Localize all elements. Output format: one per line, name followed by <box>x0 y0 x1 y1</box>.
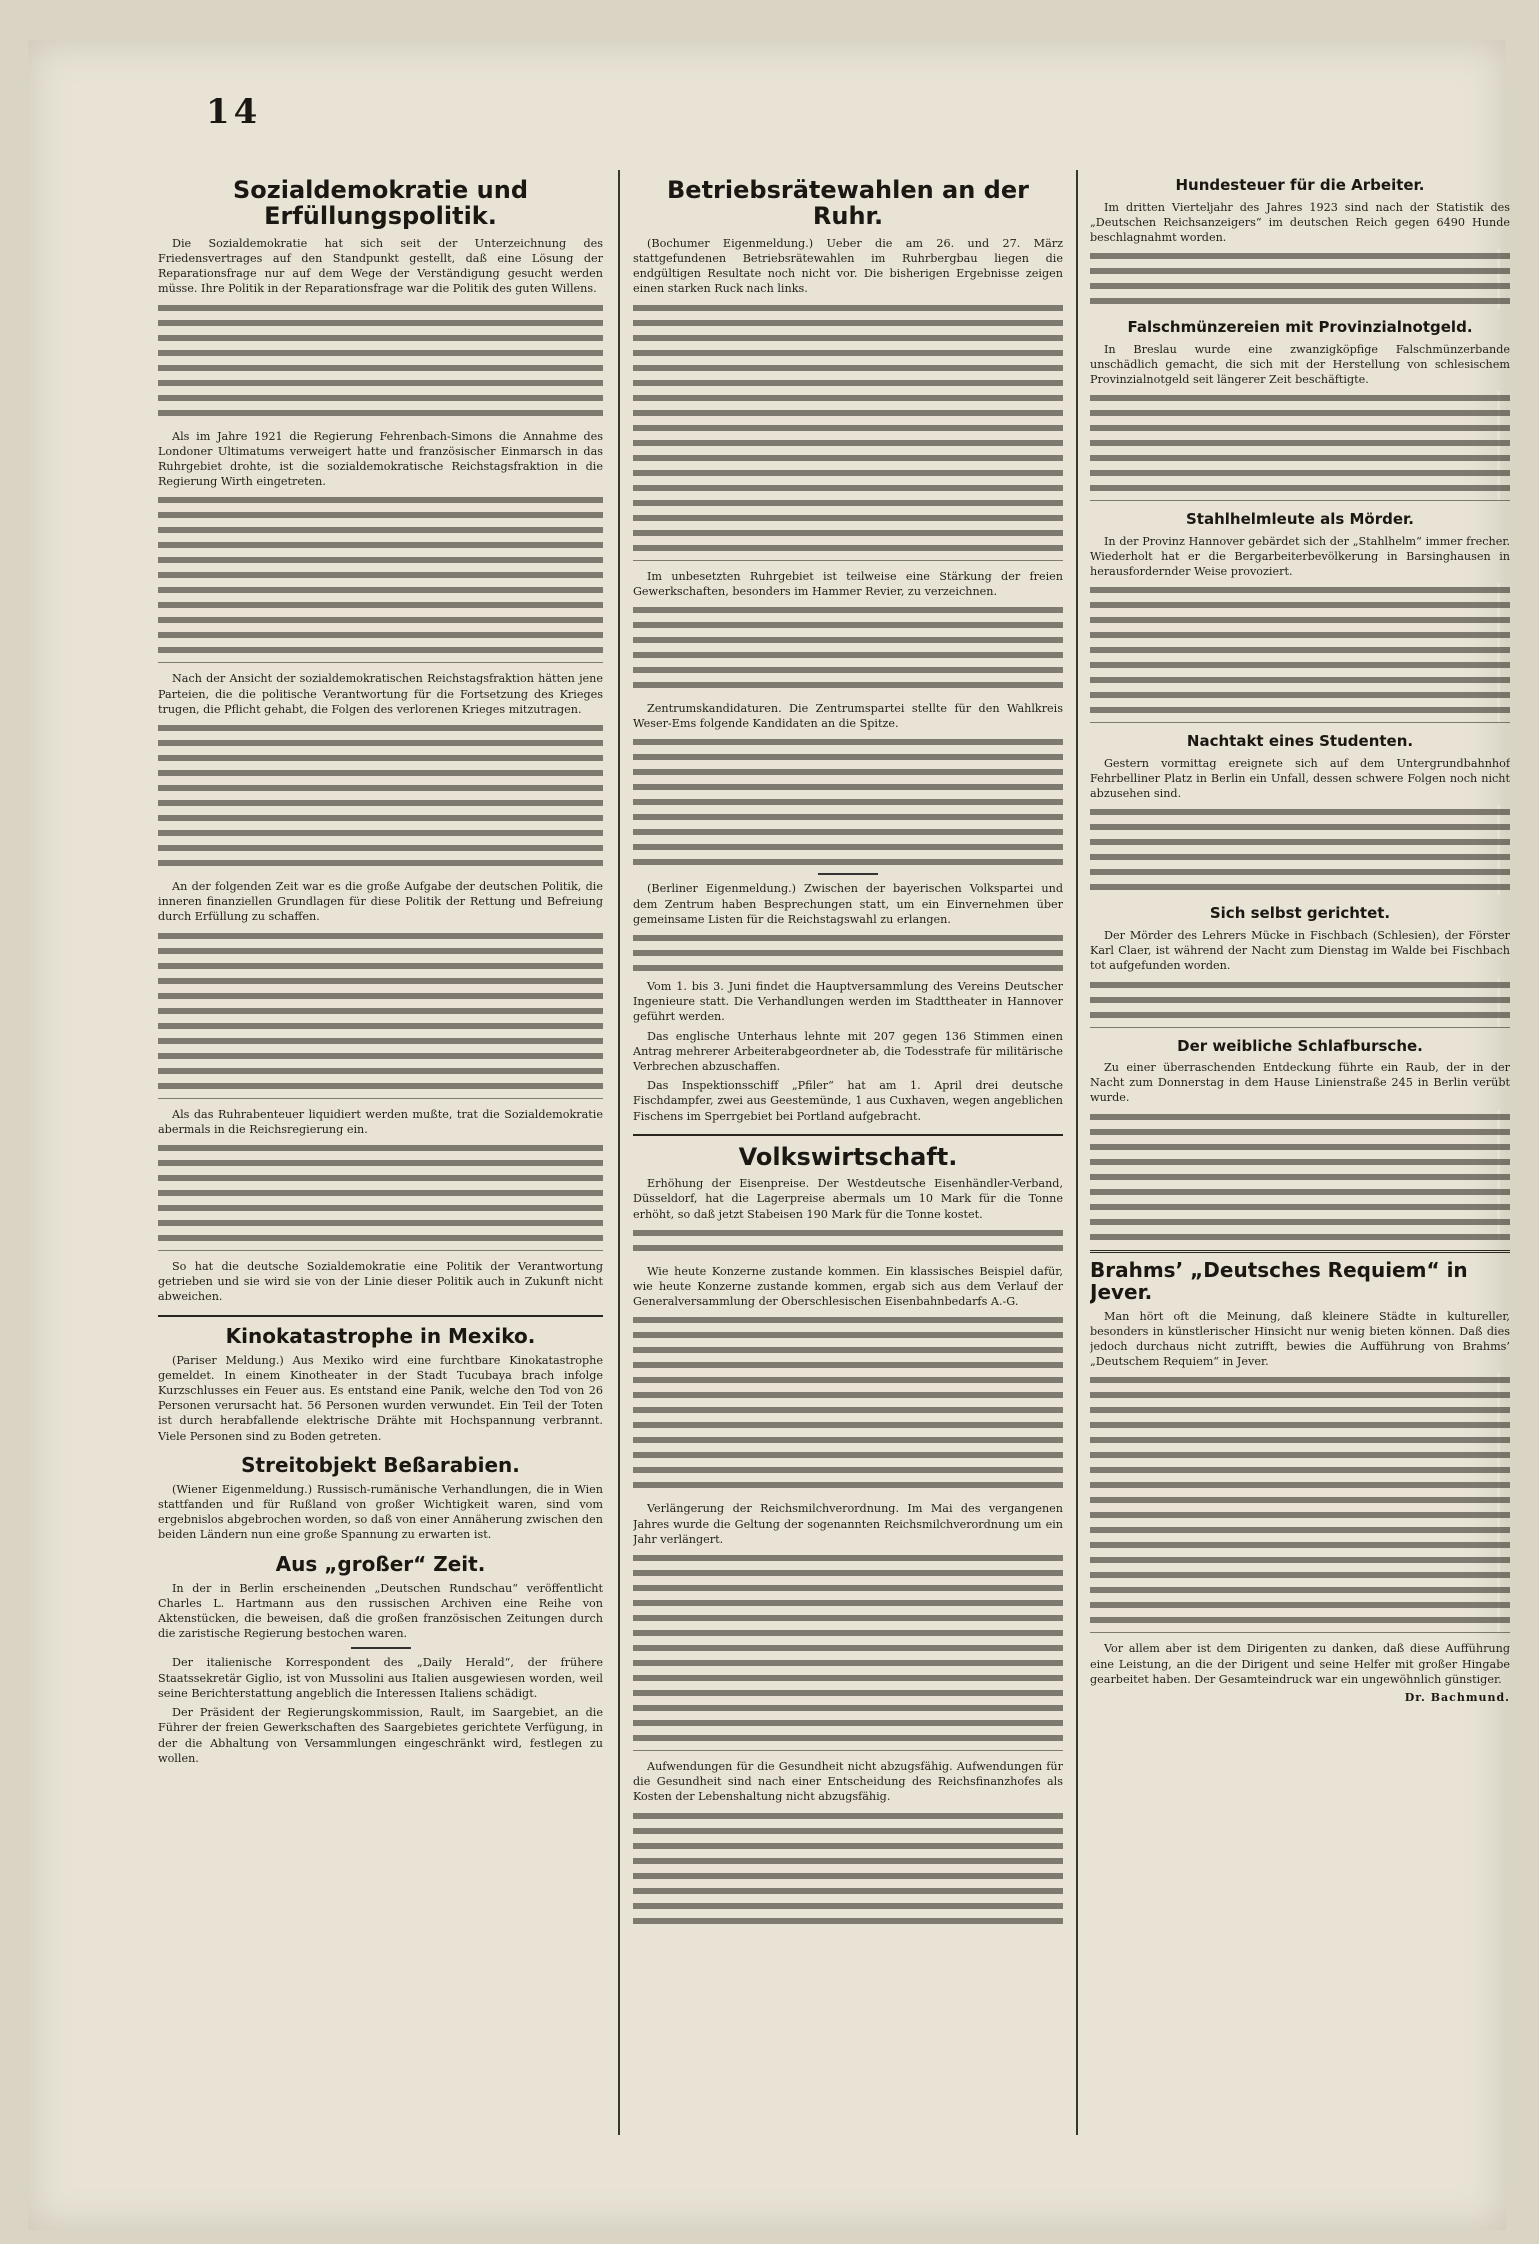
article-sozialdemokratie <box>158 177 603 1305</box>
illegible-text <box>1090 978 1510 1028</box>
illegible-text <box>158 721 603 871</box>
illegible-text <box>1090 1373 1510 1633</box>
paragraph: Wie heute Konzerne zustande kommen. Ein klassisches Beispiel dafür, wie heute Konzerne zustande kommen, ergab sich aus dem Verlauf der Generalversammlung der Oberschlesischen Eisenbahnbedarfs A.-G. <box>633 1264 1063 1309</box>
illegible-text <box>633 1226 1063 1256</box>
illegible-text <box>633 735 1063 865</box>
page-number: 14 <box>206 92 262 132</box>
author-byline: Dr. Bachmund. <box>1404 1691 1510 1705</box>
paragraph: Zu einer überraschenden Entdeckung führte ein Raub, der in der Nacht zum Donnerstag in dem Hause Linienstraße 245 in Berlin verübt wurde. <box>1090 1061 1510 1105</box>
paragraph: (Pariser Meldung.) Aus Mexiko wird eine furchtbare Kinokatastrophe gemeldet. In einem Kinotheater in der Stadt Tucubaya brach infolge Kurzschlusses ein Feuer aus. Es entstand eine Panik, welche den Tod von 26 Personen verursacht hat. 56 Personen wurden verwundet. Ein Teil der Toten ist durch herabfallende elektrische Drähte mit Hochspannung verbrannt. Viele Personen sind zu Boden getreten. <box>158 1353 603 1443</box>
illegible-text <box>633 931 1063 971</box>
headline: Aus „großer“ Zeit. <box>275 1551 486 1576</box>
separator <box>351 1647 411 1649</box>
column-rule-right <box>1076 170 1078 2135</box>
paragraph: Aufwendungen für die Gesundheit nicht abzugsfähig. Aufwendungen für die Gesundheit sind nach einer Entscheidung des Reichsfinanzhofes als Kosten der Lebenshaltung nicht abzugsfähig. <box>633 1760 1063 1804</box>
column-middle <box>633 175 1063 2140</box>
illegible-text <box>633 301 1063 561</box>
paragraph: Die Sozialdemokratie hat sich seit der Unterzeichnung des Friedensvertrages auf den Standpunkt gestellt, daß eine Lösung der Reparationsfrage nur auf dem Wege der Verständigung gesucht werden müsse. Ihre Politik in der Reparationsfrage war die Politik des guten Willens. <box>158 236 603 296</box>
article-hundesteuer <box>1090 177 1510 309</box>
article-schlafbursche <box>1090 1038 1510 1240</box>
illegible-text <box>1090 583 1510 723</box>
illegible-text <box>633 1551 1063 1751</box>
illegible-text <box>1090 249 1510 309</box>
illegible-text <box>1090 805 1510 895</box>
headline: Hundesteuer für die Arbeiter. <box>1175 176 1425 194</box>
paragraph: Erhöhung der Eisenpreise. Der Westdeutsche Eisenhändler-Verband, Düsseldorf, hat die Lagerpreise abermals um 10 Mark für die Tonne erhöht, so daß jetzt Stabeisen 190 Mark für die Tonne kostet. <box>633 1177 1063 1221</box>
paragraph: So hat die deutsche Sozialdemokratie eine Politik der Verantwortung getrieben und sie wird sie von der Linie dieser Politik auch in Zukunft nicht abweichen. <box>158 1260 603 1304</box>
headline: Der weibliche Schlafbursche. <box>1177 1036 1423 1055</box>
paragraph: Der Mörder des Lehrers Mücke in Fischbach (Schlesien), der Förster Karl Claer, ist während der Nacht zum Dienstag im Walde bei Fischbach tot aufgefunden worden. <box>1090 928 1510 973</box>
paragraph: Zentrumskandidaturen. Die Zentrumspartei stellte für den Wahlkreis Weser-Ems folgende Kandidaten an die Spitze. <box>633 702 1063 731</box>
column-right <box>1090 175 1510 2140</box>
article-betriebsraetewahlen <box>633 177 1063 1124</box>
paragraph: (Berliner Eigenmeldung.) Zwischen der bayerischen Volkspartei und dem Zentrum haben Besprechungen statt, um ein Einvernehmen über gemeinsame Listen für die Reichstagswahl zu erlangen. <box>633 882 1063 926</box>
headline: Sich selbst gerichtet. <box>1209 904 1391 923</box>
illegible-text <box>1090 1110 1510 1240</box>
article-grosser-zeit <box>158 1553 603 1766</box>
headline: Volkswirtschaft. <box>738 1142 958 1171</box>
newspaper-page <box>28 40 1510 2230</box>
article-stahlhelmleute <box>1090 511 1510 723</box>
paragraph: In Breslau wurde eine zwanzigköpfige Falschmünzerbande unschädlich gemacht, die sich mit der Herstellung von schlesischem Provinzialnotgeld seit längerer Zeit beschäftigte. <box>1090 342 1510 387</box>
headline: Falschmünzereien mit Provinzialnotgeld. <box>1127 318 1473 337</box>
paragraph: In der Provinz Hannover gebärdet sich der „Stahlhelm“ immer frecher. Wiederholt hat er die Bergarbeiterbevölkerung in Barsinghausen in herausfordernder Weise provoziert. <box>1090 534 1510 579</box>
paragraph: Der italienische Korrespondent des „Daily Herald“, der frühere Staatssekretär Giglio, ist von Mussolini aus Italien ausgewiesen worden, weil seine Berichterstattung angeblich die Interessen Italiens schädigt. <box>158 1656 603 1700</box>
article-volkswirtschaft <box>633 1144 1063 1929</box>
paragraph: Als im Jahre 1921 die Regierung Fehrenbach-Simons die Annahme des Londoner Ultimatums verweigert hatte und französischer Einmarsch in das Ruhrgebiet drohte, ist die sozialdemokratische Reichstagsfraktion in die Regierung Wirth eingetreten. <box>158 429 603 489</box>
headline: Betriebsrätewahlen an der Ruhr. <box>667 176 1029 231</box>
article-sich-selbst-gerichtet <box>1090 905 1510 1027</box>
paragraph: Man hört oft die Meinung, daß kleinere Städte in kultureller, besonders in künstlerischer Hinsicht nur wenig bieten können. Daß dies jedoch durchaus nicht zutrifft, bewies die Aufführung von Brahms’ „Deutschem Requiem“ in Jever. <box>1090 1309 1510 1369</box>
headline: Stahlhelmleute als Mörder. <box>1185 510 1414 529</box>
headline: Brahms’ „Deutsches Requiem“ in Jever. <box>1090 1250 1510 1303</box>
illegible-text <box>158 929 603 1099</box>
headline: Nachtakt eines Studenten. <box>1186 732 1414 751</box>
headline: Streitobjekt Beßarabien. <box>241 1452 520 1477</box>
illegible-text <box>158 493 603 663</box>
paragraph: Das Inspektionsschiff „Pfiler“ hat am 1. April drei deutsche Fischdampfer, zwei aus Geestemünde, 1 aus Cuxhaven, wegen angeblichen Fischens im Sperrgebiet bei Portland aufgebracht. <box>633 1079 1063 1123</box>
paragraph: Das englische Unterhaus lehnte mit 207 gegen 136 Stimmen einen Antrag mehrerer Arbeiterabgeordneter ab, die Todesstrafe für militärische Verbrechen abzuschaffen. <box>633 1029 1063 1074</box>
paragraph: Vor allem aber ist dem Dirigenten zu danken, daß diese Aufführung eine Leistung, an die der Dirigent und seine Helfer mit großer Hingabe gearbeitet haben. Der Gesamteindruck war ein ungewöhnlich günstiger. <box>1090 1642 1510 1686</box>
paragraph: Verlängerung der Reichsmilchverordnung. Im Mai des vergangenen Jahres wurde die Geltung der sogenannten Reichsmilchverordnung um ein Jahr verlängert. <box>633 1502 1063 1546</box>
paragraph: Der Präsident der Regierungskommission, Rault, im Saargebiet, an die Führer der freien Gewerkschaften des Saargebietes gerichtete Verfügung, in der die Abhaltung von Versammlungen eingeschränkt wird, festlegen zu wollen. <box>158 1706 603 1765</box>
separator <box>633 1134 1063 1136</box>
column-left <box>158 175 603 2140</box>
illegible-text <box>1090 391 1510 501</box>
separator <box>818 873 878 875</box>
paragraph: Im dritten Vierteljahr des Jahres 1923 sind nach der Statistik des „Deutschen Reichsanzeigers“ im deutschen Reich gegen 6490 Hunde beschlagnahmt worden. <box>1090 200 1510 244</box>
separator <box>158 1315 603 1317</box>
paragraph: Im unbesetzten Ruhrgebiet ist teilweise eine Stärkung der freien Gewerkschaften, besonders im Hammer Revier, zu verzeichnen. <box>633 569 1063 598</box>
paragraph: (Wiener Eigenmeldung.) Russisch-rumänische Verhandlungen, die in Wien stattfanden und für Rußland von großer Wichtigkeit waren, sind vom ergebnislos abgebrochen worden, so daß von einer Annäherung zwischen den beiden Ländern nun eine große Spannung zu erwarten ist. <box>158 1482 603 1542</box>
paragraph: Nach der Ansicht der sozialdemokratischen Reichstagsfraktion hätten jene Parteien, die die politische Verantwortung für die Fortsetzung des Krieges trugen, die Pflicht gehabt, die Folgen des verlorenen Krieges mitzutragen. <box>158 672 603 716</box>
paragraph: Vom 1. bis 3. Juni findet die Hauptversammlung des Vereins Deutscher Ingenieure statt. Die Verhandlungen werden im Stadttheater in Hannover geführt werden. <box>633 980 1063 1024</box>
paragraph: Als das Ruhrabenteuer liquidiert werden mußte, trat die Sozialdemokratie abermals in die Reichsregierung ein. <box>158 1107 603 1136</box>
paragraph: In der in Berlin erscheinenden „Deutschen Rundschau“ veröffentlicht Charles L. Hartmann aus den russischen Archiven eine Reihe von Aktenstücken, die beweisen, daß die großen französischen Zeitungen durch die zaristische Regierung bestochen waren. <box>158 1581 603 1641</box>
article-brahms-requiem <box>1090 1250 1510 1704</box>
column-rule-left <box>618 170 620 2135</box>
paragraph: (Bochumer Eigenmeldung.) Ueber die am 26. und 27. März stattgefundenen Betriebsrätewahlen im Ruhrbergbau liegen die endgültigen Resultate noch nicht vor. Die bisherigen Ergebnisse zeigen einen starken Ruck nach links. <box>633 236 1063 296</box>
illegible-text <box>633 1313 1063 1493</box>
illegible-text <box>158 1141 603 1251</box>
article-nachtakt <box>1090 733 1510 895</box>
headline: Sozialdemokratie und Erfüllungspolitik. <box>232 176 529 231</box>
paragraph: Gestern vormittag ereignete sich auf dem Untergrundbahnhof Fehrbelliner Platz in Berlin ein Unfall, dessen schwere Folgen noch nicht abzusehen sind. <box>1090 756 1510 801</box>
paragraph: An der folgenden Zeit war es die große Aufgabe der deutschen Politik, die inneren finanziellen Grundlagen für diese Politik der Rettung und Befreiung durch Erfüllung zu schaffen. <box>158 880 603 924</box>
article-kinokatastrophe <box>158 1325 603 1444</box>
headline: Kinokatastrophe in Mexiko. <box>225 1323 536 1348</box>
illegible-text <box>633 1809 1063 1929</box>
illegible-text <box>633 603 1063 693</box>
article-bessarabien <box>158 1454 603 1543</box>
article-falschmuenzereien <box>1090 319 1510 501</box>
illegible-text <box>158 301 603 421</box>
